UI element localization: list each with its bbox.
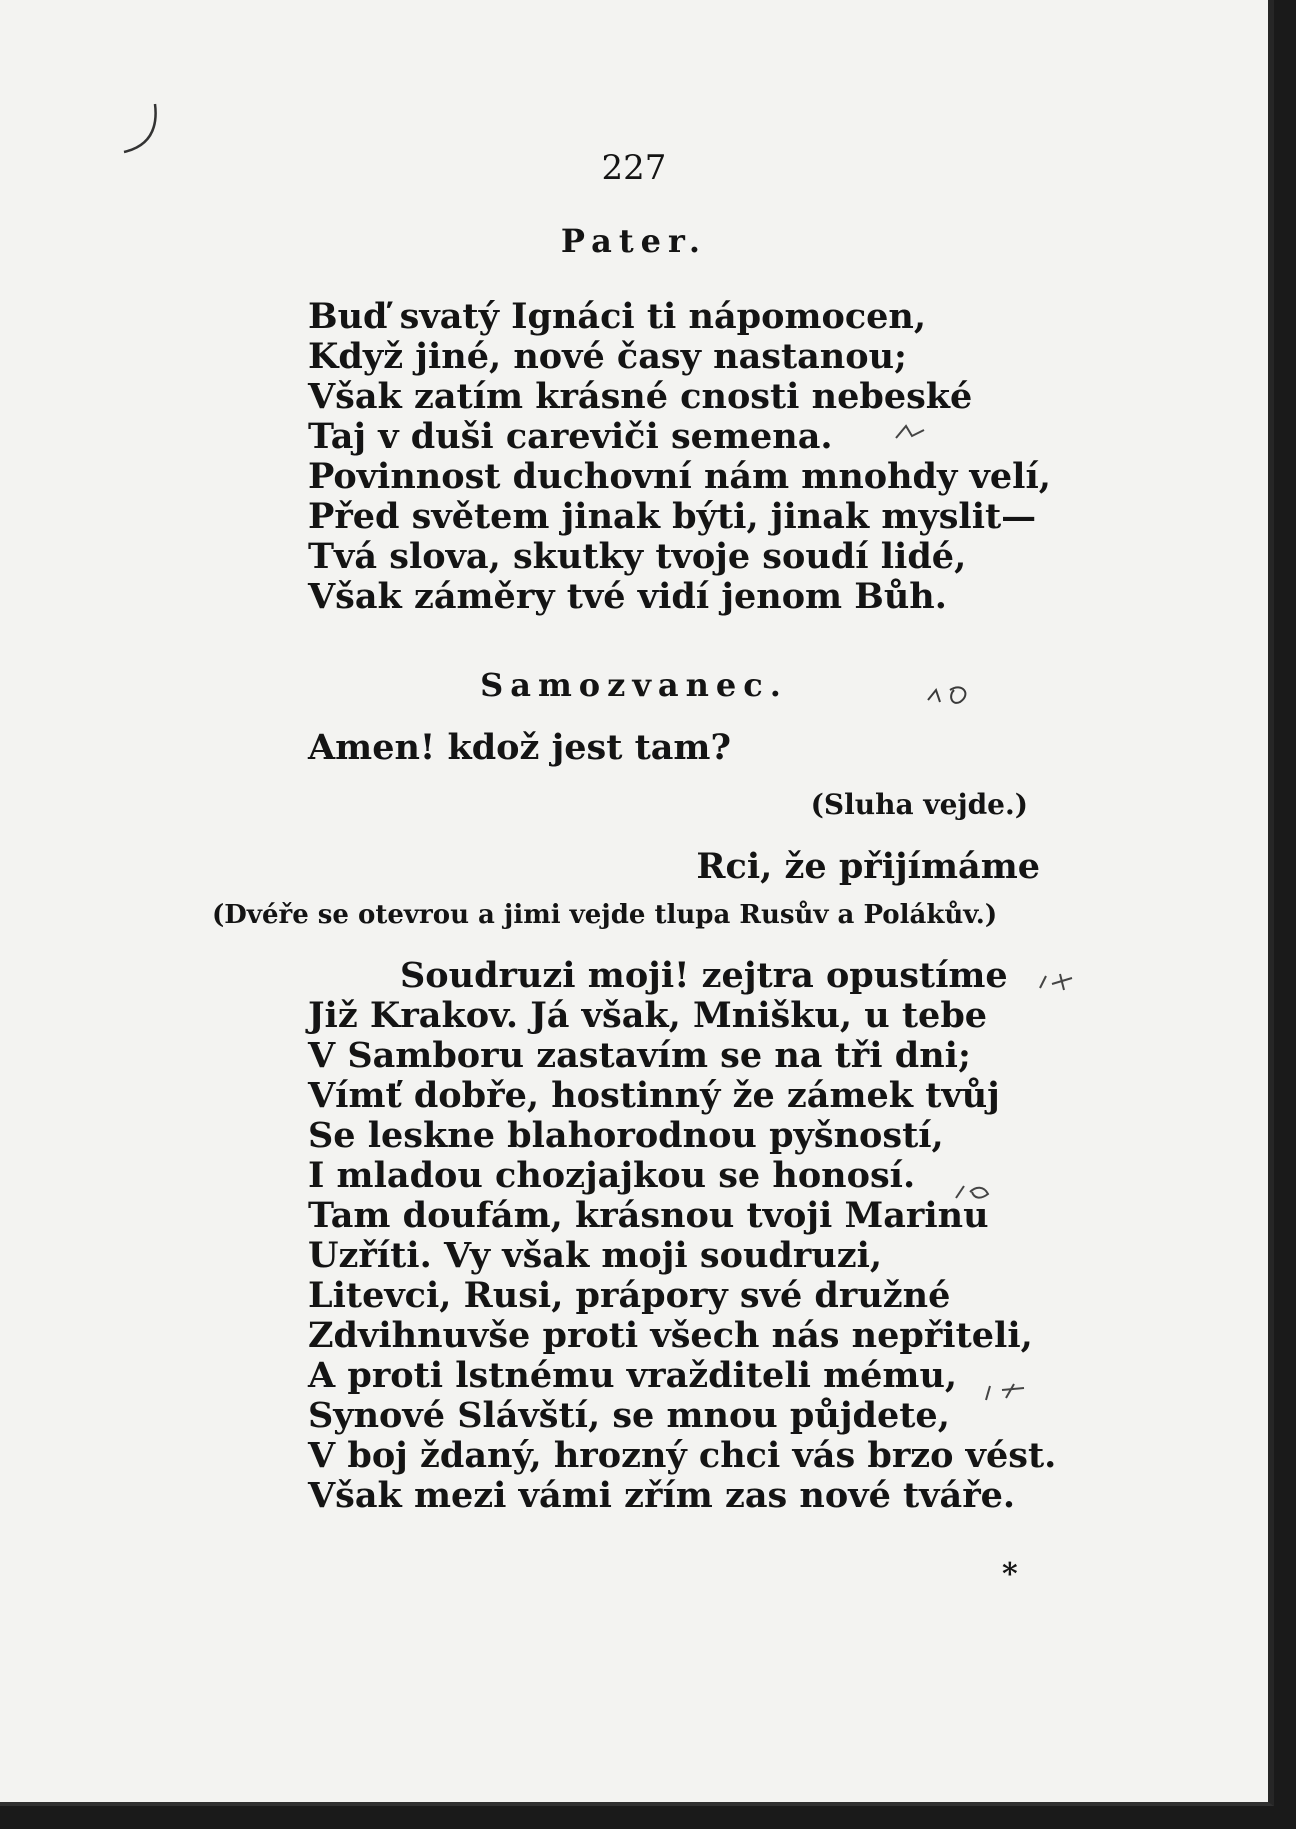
- footer-asterisk: *: [1002, 1557, 1018, 1592]
- verse-line: Taj v duši careviči semena.: [308, 416, 833, 457]
- verse-line: Však zatím krásné cnosti nebeské: [308, 376, 973, 417]
- verse-line: Však mezi vámi zřím zas nové tváře.: [308, 1475, 1016, 1516]
- pencil-mark-icon: [920, 676, 990, 712]
- verse-line: Uzříti. Vy však moji soudruzi,: [308, 1235, 883, 1276]
- pencil-mark-icon: [950, 1178, 994, 1204]
- verse-line: A proti lstnému vražditeli mému,: [308, 1355, 958, 1396]
- verse-line: Před světem jinak býti, jinak myslit—: [308, 496, 1037, 537]
- stage-direction-sluha: (Sluha vejde.): [810, 788, 1028, 821]
- verse-line: Zdvihnuvše proti všech nás nepřiteli,: [308, 1315, 1033, 1356]
- verse-line: Litevci, Rusi, prápory své družné: [308, 1275, 951, 1316]
- verse-line: V boj ždaný, hrozný chci vás brzo vést.: [308, 1435, 1057, 1476]
- verse-line-amen: Amen! kdož jest tam?: [308, 727, 731, 768]
- verse-line-rci: Rci, že přijímáme: [696, 846, 1040, 887]
- verse-line: Tvá slova, skutky tvoje soudí lidé,: [308, 536, 967, 577]
- speaker-pater: Pater.: [560, 222, 708, 260]
- pencil-mark-icon: [978, 1378, 1032, 1408]
- verse-line: Buď svatý Ignáci ti nápomocen,: [308, 296, 927, 337]
- verse-line: Synové Slávští, se mnou půjdete,: [308, 1395, 950, 1436]
- page-number: 227: [601, 148, 667, 188]
- verse-line: Již Krakov. Já však, Mnišku, u tebe: [308, 995, 988, 1036]
- verse-line: Tam doufám, krásnou tvoji Marinu: [308, 1195, 989, 1236]
- verse-line: Vímť dobře, hostinný že zámek tvůj: [308, 1075, 1000, 1116]
- verse-line: I mladou chozjajkou se honosí.: [308, 1155, 916, 1196]
- pencil-mark-icon: [890, 420, 930, 450]
- stage-direction-dvere: (Dvéře se otevrou a jimi vejde tlupa Rusův a Polákův.): [212, 900, 998, 930]
- pencil-mark-icon: [1034, 968, 1078, 994]
- speaker-samozvanec: Samozvanec.: [480, 666, 788, 704]
- verse-line: V Samboru zastavím se na tři dni;: [308, 1035, 971, 1076]
- verse-pater: [308, 297, 1051, 617]
- verse-line: Povinnost duchovní nám mnohdy velí,: [308, 456, 1051, 497]
- verse-line: Když jiné, nové časy nastanou;: [308, 336, 907, 377]
- pencil-mark-icon: [110, 98, 170, 158]
- verse-line: Však záměry tvé vidí jenom Bůh.: [308, 576, 947, 617]
- verse-samozvanec: [308, 956, 1056, 1516]
- verse-line: Soudruzi moji! zejtra opustíme: [400, 955, 1008, 996]
- verse-line: Se leskne blahorodnou pyšností,: [308, 1115, 944, 1156]
